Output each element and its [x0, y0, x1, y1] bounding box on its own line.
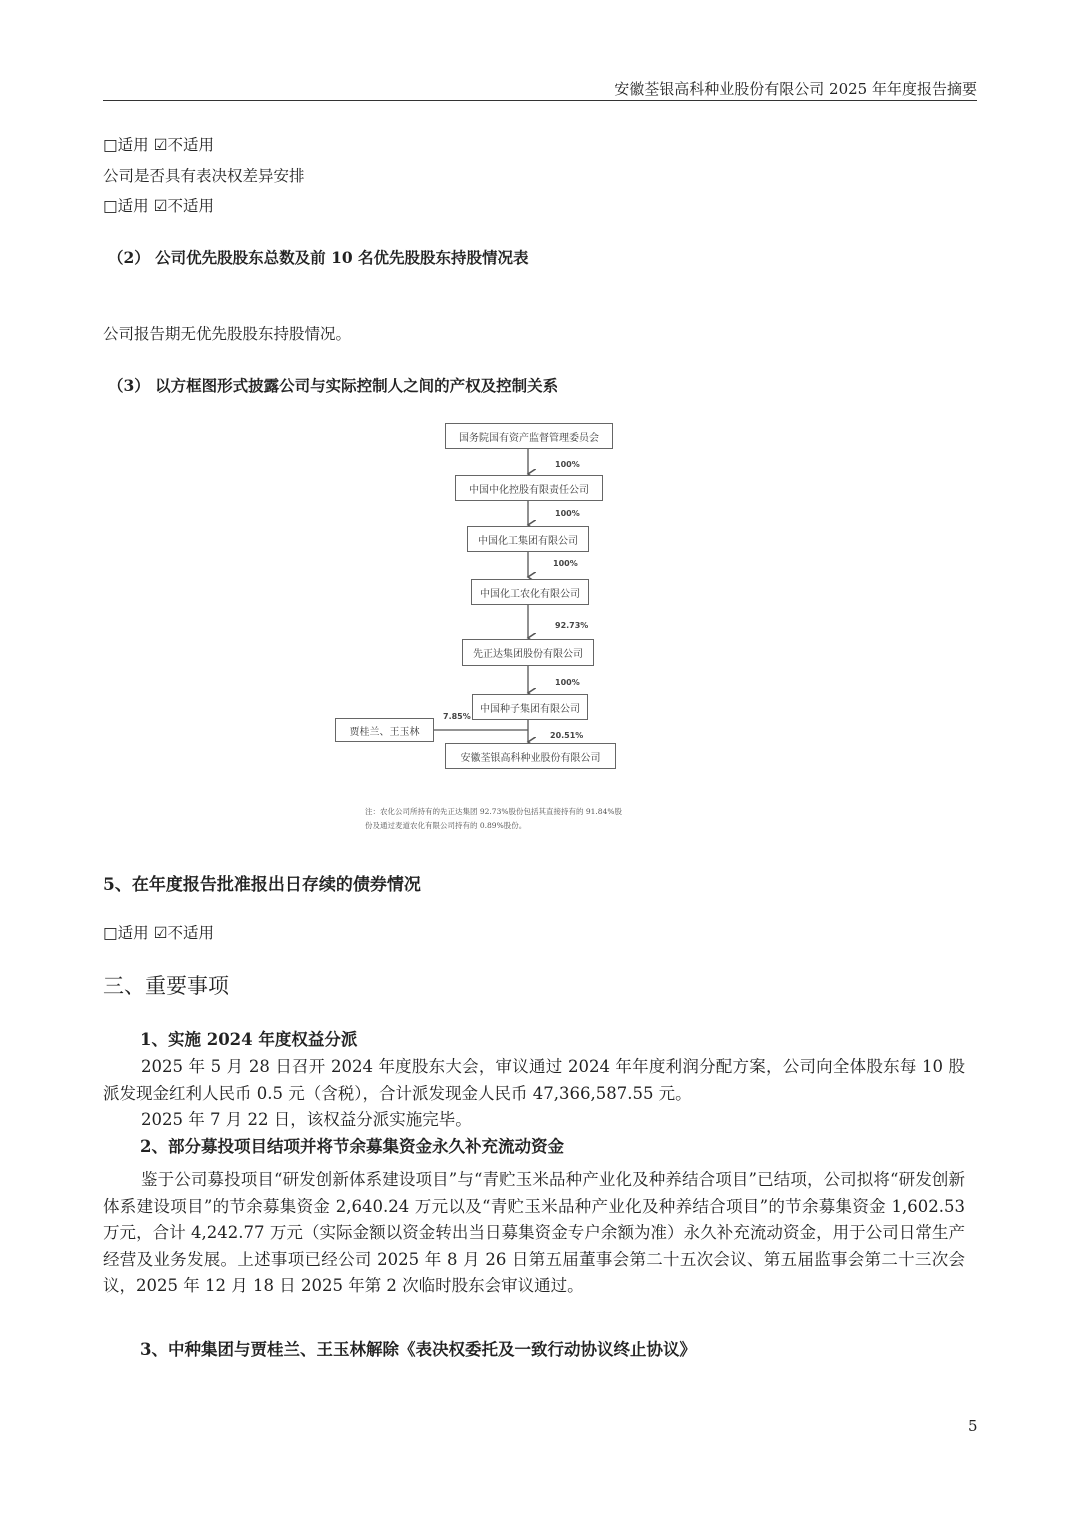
chapter-heading: 三、重要事项 [103, 974, 229, 998]
paragraph: 鉴于公司募投项目“研发创新体系建设项目”与“青贮玉米品种产业化及种养结合项目”已结项，公司拟将“研发创新体系建设项目”的节余募集资金 2,640.24 万元以及“青贮玉米品种产业化及种养结合项目”的节余募集资金 1,602.53 万元，合计 4,242.77 万元（实际金额以资金转出当日募集资金专户余额为准）永久补充流动资金，用于公司日常生产经营及业务发展。上述事项已经公司 2025 年 8 月 26 日第五届董事会第二十五次会议、第五届监事会第二十三次会议，2025 年 12 月 18 日 2025 年第 2 次临时股东会审议通过。 [103, 1170, 965, 1295]
item-heading: 2、部分募投项目结项并将节余募集资金永久补充流动资金 [140, 1137, 564, 1156]
org-box-chemchina-agro: 中国化工农化有限公司 [471, 579, 589, 605]
page-number: 5 [968, 1417, 978, 1435]
paragraph: 2025 年 5 月 28 日召开 2024 年度股东大会，审议通过 2024 年年度利润分配方案，公司向全体股东每 10 股派发现金红利人民币 0.5 元（含税），合计派发现金人民币 47,366,587.55 元。 [103, 1057, 965, 1103]
item-heading: 3、中种集团与贾桂兰、王玉林解除《表决权委托及一致行动协议终止协议》 [140, 1340, 696, 1359]
org-box-sinochem-holdings: 中国中化控股有限责任公司 [455, 475, 603, 501]
applicable-option: □适用 ☑不适用 [103, 197, 214, 215]
pct-label: 100% [555, 678, 580, 687]
pct-label: 100% [553, 559, 578, 568]
org-box-syngenta: 先正达集团股份有限公司 [462, 639, 594, 666]
subsection-heading: （3） 以方框图形式披露公司与实际控制人之间的产权及控制关系 [108, 376, 559, 395]
diagram-note: 注：农化公司所持有的先正达集团 92.73%股份包括其直接持有的 91.84%股份及通过麦道农化有限公司持有的 0.89%股份。 [365, 807, 622, 830]
pct-label: 20.51% [550, 731, 584, 740]
pct-label: 92.73% [555, 621, 589, 630]
org-box-china-seed: 中国种子集团有限公司 [472, 694, 588, 720]
subsection-heading: （2） 公司优先股股东总数及前 10 名优先股股东持股情况表 [108, 248, 529, 267]
item-heading: 1、实施 2024 年度权益分派 [140, 1030, 358, 1049]
pct-label: 100% [555, 509, 580, 518]
section-heading: 5、在年度报告批准报出日存续的债券情况 [103, 875, 421, 895]
paragraph: 2025 年 7 月 22 日，该权益分派实施完毕。 [141, 1110, 472, 1129]
org-box-company: 安徽荃银高科种业股份有限公司 [445, 743, 616, 769]
org-box-chemchina: 中国化工集团有限公司 [467, 526, 589, 552]
org-box-sasac: 国务院国有资产监督管理委员会 [445, 423, 613, 449]
pct-label: 100% [555, 460, 580, 469]
org-box-individuals: 贾桂兰、王玉林 [335, 718, 434, 742]
applicable-option: □适用 ☑不适用 [103, 924, 214, 942]
page-header: 安徽荃银高科种业股份有限公司 2025 年年度报告摘要 [614, 80, 977, 98]
applicable-option: □适用 ☑不适用 [103, 136, 214, 154]
text-line: 公司是否具有表决权差异安排 [103, 167, 305, 185]
pct-label: 7.85% [443, 712, 471, 721]
text-line: 公司报告期无优先股股东持股情况。 [103, 325, 352, 343]
